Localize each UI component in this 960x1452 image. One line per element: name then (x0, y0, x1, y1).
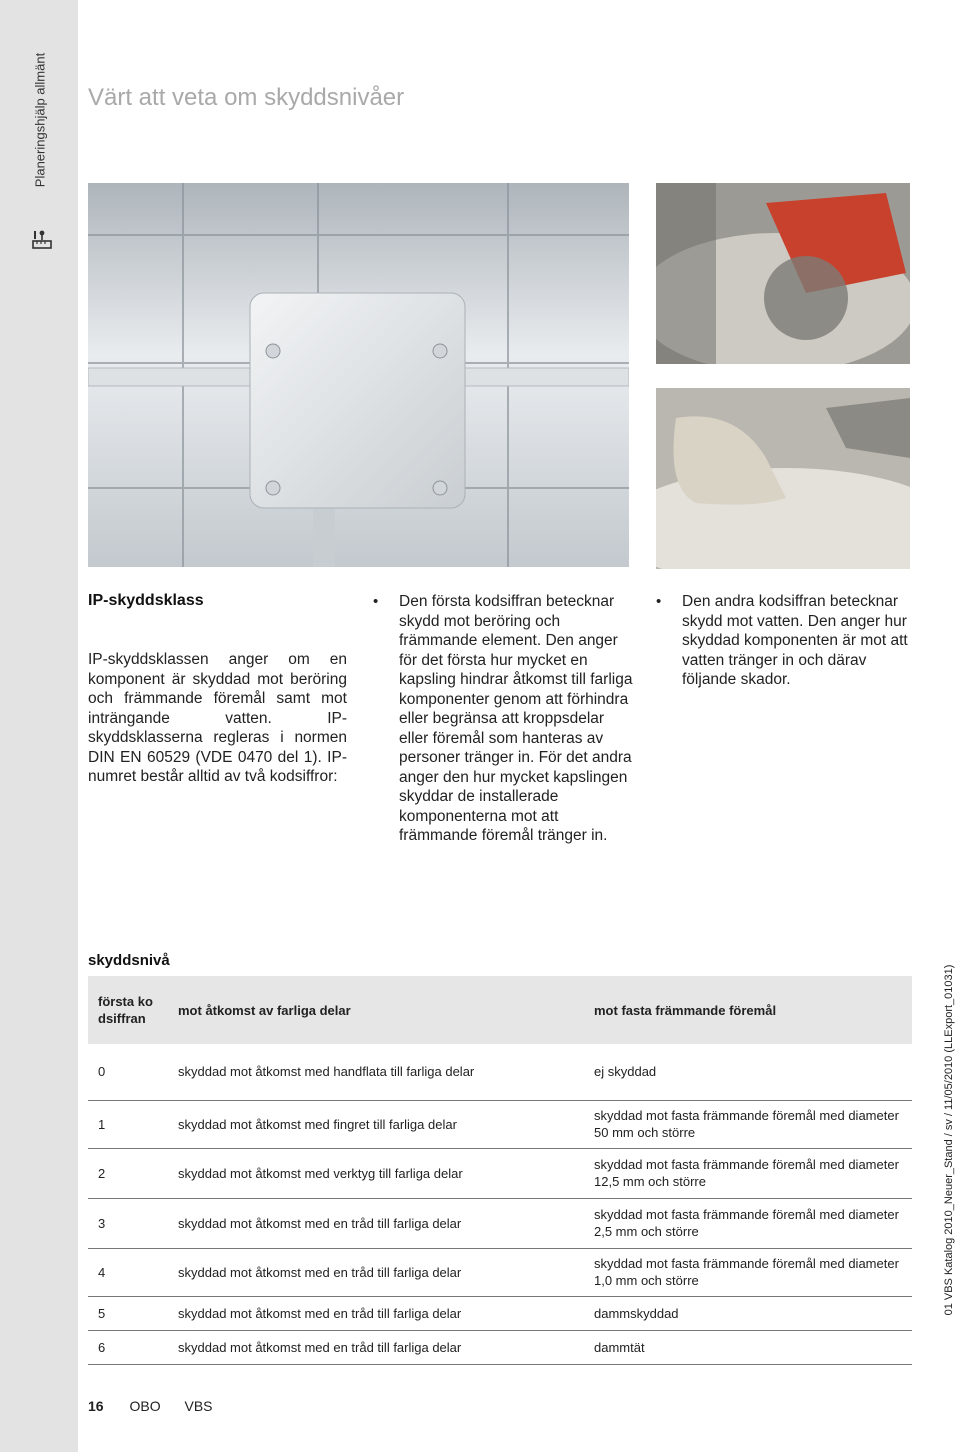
second-digit-bullet (656, 592, 908, 690)
row-access: skyddad mot åtkomst med fingret till farliga delar (168, 1100, 584, 1148)
second-digit-text: Den andra kodsiffran betecknar skydd mot vatten. Den anger hur skyddad komponenten är mot att vatten tränger in och därav följande skador. (682, 593, 908, 688)
row-access: skyddad mot åtkomst med en tråd till farliga delar (168, 1248, 584, 1296)
row-digit: 5 (88, 1296, 168, 1330)
table-row (88, 1100, 912, 1148)
row-digit: 4 (88, 1248, 168, 1296)
tools-ruler-icon (31, 229, 53, 251)
row-digit: 2 (88, 1148, 168, 1198)
row-digit: 3 (88, 1198, 168, 1248)
series-name: VBS (184, 1398, 213, 1414)
table-row (88, 1296, 912, 1330)
protection-level-table (88, 976, 912, 1365)
ip-class-heading: IP-skyddsklass (88, 592, 204, 609)
row-access: skyddad mot åtkomst med en tråd till farliga delar (168, 1198, 584, 1248)
table-row (88, 1248, 912, 1296)
first-digit-text: Den första kodsiffran betecknar skydd mot beröring och främmande element. Den anger för det första hur mycket en kapsling hindrar åtkomst till farliga komponenter genom att förhindra eller begränsa att kroppsdelar eller föremål som hanteras av personer tränger in. För det andra anger den hur mycket kapslingen skyddar de installerade komponenterna mot att främmande föremål tränger in. (399, 593, 633, 844)
table-header-row (88, 976, 912, 1044)
bullet-dot: • (656, 593, 662, 610)
page-title: Värt att veta om skyddsnivåer (88, 84, 405, 111)
row-objects: dammtät (584, 1330, 912, 1364)
first-digit-bullet (373, 592, 636, 846)
row-objects: skyddad mot fasta främmande föremål med diameter 12,5 mm och större (584, 1148, 912, 1198)
row-access: skyddad mot åtkomst med en tråd till farliga delar (168, 1330, 584, 1364)
bullet-dot: • (373, 593, 379, 610)
junction-box-photo (88, 183, 629, 567)
page-number: 16 (88, 1398, 104, 1414)
row-digit: 6 (88, 1330, 168, 1364)
saw-dust-photo (656, 183, 910, 364)
row-digit: 1 (88, 1100, 168, 1148)
catalog-reference: 01 VBS Katalog 2010_Neuer_Stand / sv / 11/05/2010 (LLExport_01031) (943, 964, 955, 1316)
sidebar-section-label: Planeringshjälp allmänt (32, 52, 48, 188)
header-first-digit: första kodsiffran (88, 976, 168, 1044)
sidebar (0, 0, 78, 1452)
row-digit: 0 (88, 1044, 168, 1100)
row-objects: dammskyddad (584, 1296, 912, 1330)
row-access: skyddad mot åtkomst med handflata till farliga delar (168, 1044, 584, 1100)
ip-intro-paragraph: IP-skyddsklassen anger om en komponent är skyddad mot beröring och främmande föremål samt mot inträngande vatten. IP-skyddsklasserna regleras i normen DIN EN 60529 (VDE 0470 del 1). IP-numret består alltid av två kodsiffror: (88, 651, 347, 785)
row-objects: skyddad mot fasta främmande föremål med diameter 2,5 mm och större (584, 1198, 912, 1248)
page-footer (88, 1398, 213, 1414)
header-access: mot åtkomst av farliga delar (168, 976, 584, 1044)
protection-level-heading: skyddsnivå (88, 952, 170, 969)
row-access: skyddad mot åtkomst med verktyg till farliga delar (168, 1148, 584, 1198)
table-row (88, 1198, 912, 1248)
row-objects: skyddad mot fasta främmande föremål med diameter 50 mm och större (584, 1100, 912, 1148)
row-objects: skyddad mot fasta främmande föremål med diameter 1,0 mm och större (584, 1248, 912, 1296)
row-objects: ej skyddad (584, 1044, 912, 1100)
brand-name: OBO (129, 1398, 161, 1414)
table-row (88, 1148, 912, 1198)
header-objects: mot fasta främmande föremål (584, 976, 912, 1044)
table-row (88, 1330, 912, 1364)
table-row (88, 1044, 912, 1100)
boot-dust-photo (656, 388, 910, 569)
row-access: skyddad mot åtkomst med en tråd till farliga delar (168, 1296, 584, 1330)
